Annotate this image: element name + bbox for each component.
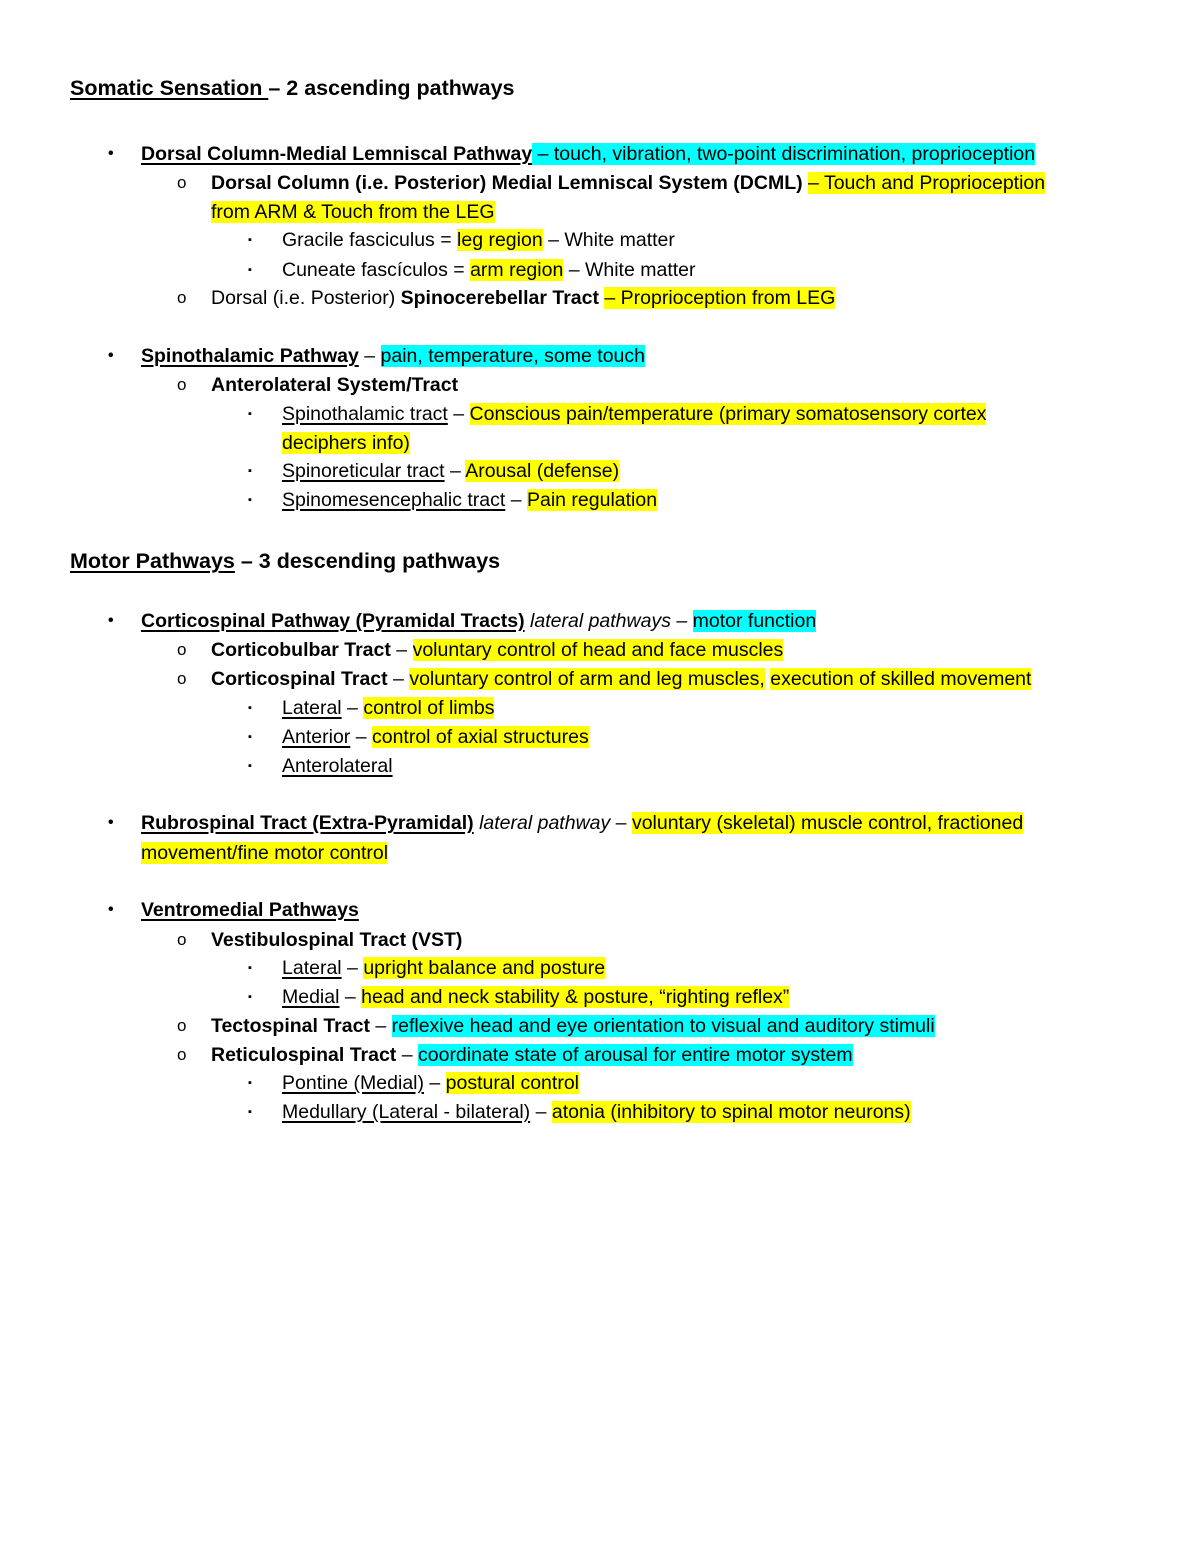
- item-name: Anterior: [282, 726, 351, 748]
- item-dash: –: [396, 1044, 418, 1066]
- item-desc: voluntary control of head and face muscles: [412, 639, 784, 661]
- item-name: Vestibulospinal Tract (VST): [211, 929, 463, 951]
- item-dash: –: [358, 345, 381, 367]
- bullet-l1: •: [108, 347, 114, 364]
- list-item-lateral: [282, 696, 494, 720]
- item-dash: –: [390, 639, 413, 661]
- item-name: Spinoreticular tract: [282, 460, 445, 482]
- heading-subtitle: – 3 descending pathways: [234, 549, 501, 573]
- item-name: Medial: [282, 986, 340, 1008]
- list-item-corticobulbar: [211, 638, 783, 662]
- list-item-reticulospinal: [211, 1043, 853, 1067]
- item-italic: lateral pathways: [524, 610, 671, 632]
- bullet-l1: •: [108, 145, 114, 162]
- item-name: Anterolateral System/Tract: [211, 374, 459, 396]
- item-desc: atonia (inhibitory to spinal motor neurons): [551, 1101, 911, 1123]
- bullet-l3: ▪: [248, 702, 252, 714]
- item-name: Ventromedial Pathways: [141, 899, 359, 921]
- bullet-l3: ▪: [248, 465, 252, 477]
- list-item-spinocerebellar: [211, 286, 835, 310]
- list-item-gracile: [282, 228, 675, 252]
- item-dash: –: [369, 1015, 392, 1037]
- item-dash: –: [505, 489, 527, 511]
- item-name: Medullary (Lateral - bilateral): [282, 1101, 531, 1123]
- item-desc: coordinate state of arousal for entire motor system: [418, 1044, 853, 1066]
- list-item-anterolateral: [282, 754, 393, 778]
- item-dash: –: [670, 610, 693, 632]
- bullet-l3: ▪: [248, 731, 252, 743]
- item-pre: Cuneate fascículos =: [282, 259, 471, 281]
- item-desc: head and neck stability & posture, “righting reflex”: [361, 986, 790, 1008]
- heading-title: Motor Pathways: [70, 549, 235, 573]
- list-item-spinothalamic: [141, 344, 645, 368]
- list-item-dcml-system: [211, 171, 1045, 195]
- item-desc: voluntary (skeletal) muscle control, fractioned: [631, 812, 1024, 834]
- item-italic: lateral pathway: [473, 812, 611, 834]
- item-name: Spinothalamic tract: [282, 403, 448, 425]
- bullet-l2: o: [177, 173, 187, 192]
- heading-subtitle: – 2 ascending pathways: [268, 76, 515, 100]
- item-name: Lateral: [282, 697, 342, 719]
- section-heading-somatic: [70, 76, 515, 100]
- list-item-anterolateral-system: [211, 373, 458, 397]
- item-desc: Pain regulation: [526, 489, 658, 511]
- item-name: Spinothalamic Pathway: [141, 345, 359, 367]
- list-item-vst-medial: [282, 985, 789, 1009]
- item-name: Rubrospinal Tract (Extra-Pyramidal): [141, 812, 474, 834]
- item-name: Dorsal Column (i.e. Posterior) Medial Lemniscal System (DCML): [211, 172, 809, 194]
- item-desc-cont: deciphers info): [282, 432, 410, 454]
- list-item-anterior: [282, 725, 589, 749]
- list-item-rubrospinal-cont: [141, 841, 388, 865]
- item-desc-2: execution of skilled movement: [770, 668, 1032, 690]
- item-desc: Arousal (defense): [465, 460, 620, 482]
- list-item-medullary: [282, 1100, 911, 1124]
- item-name: Spinocerebellar Tract: [400, 287, 599, 309]
- bullet-l2: o: [177, 1016, 187, 1035]
- item-dash: –: [339, 986, 362, 1008]
- item-name: Anterolateral: [282, 755, 393, 777]
- list-item-dcml-system-cont: [211, 200, 495, 224]
- list-item-corticospinal-pathway: [141, 609, 816, 633]
- item-desc: pain, temperature, some touch: [380, 345, 645, 367]
- list-item-spinoreticular: [282, 459, 619, 483]
- list-item-dcml: [141, 142, 1035, 166]
- bullet-l1: •: [108, 612, 114, 629]
- item-dash: –: [350, 726, 372, 748]
- list-item-spinothalamic-tract-cont: [282, 431, 410, 455]
- list-item-spinothalamic-tract: [282, 402, 986, 426]
- item-name: Lateral: [282, 957, 342, 979]
- item-desc: voluntary control of arm and leg muscles,: [409, 668, 765, 690]
- heading-title: Somatic Sensation: [70, 76, 269, 100]
- item-dash: –: [610, 812, 632, 834]
- list-item-corticospinal-tract: [211, 667, 1031, 691]
- list-item-spinomesencephalic: [282, 488, 657, 512]
- item-hl: arm region: [470, 259, 564, 281]
- list-item-tectospinal: [211, 1014, 935, 1038]
- bullet-l1: •: [108, 814, 114, 831]
- item-name: Spinomesencephalic tract: [282, 489, 506, 511]
- item-name: Dorsal Column-Medial Lemniscal Pathway: [141, 143, 533, 165]
- item-name: Corticobulbar Tract: [211, 639, 391, 661]
- item-hl: leg region: [457, 229, 543, 251]
- bullet-l2: o: [177, 288, 187, 307]
- item-desc: control of axial structures: [371, 726, 589, 748]
- bullet-l2: o: [177, 375, 187, 394]
- bullet-l2: o: [177, 640, 187, 659]
- item-dash: –: [341, 697, 364, 719]
- item-desc-cont: movement/fine motor control: [141, 842, 389, 864]
- item-desc: postural control: [445, 1072, 579, 1094]
- list-item-vst-lateral: [282, 956, 605, 980]
- item-post: – White matter: [563, 259, 696, 281]
- item-hl: – Proprioception from LEG: [604, 287, 836, 309]
- item-name: Corticospinal Tract: [211, 668, 388, 690]
- item-desc: upright balance and posture: [363, 957, 606, 979]
- bullet-l3: ▪: [248, 494, 252, 506]
- item-name: Pontine (Medial): [282, 1072, 424, 1094]
- bullet-l3: ▪: [248, 264, 252, 276]
- item-desc: motor function: [692, 610, 817, 632]
- item-name: Tectospinal Tract: [211, 1015, 370, 1037]
- bullet-l3: ▪: [248, 408, 252, 420]
- section-heading-motor: [70, 549, 500, 573]
- item-dash: –: [447, 403, 470, 425]
- item-desc: control of limbs: [363, 697, 495, 719]
- item-name: Corticospinal Pathway (Pyramidal Tracts): [141, 610, 525, 632]
- bullet-l3: ▪: [248, 1106, 252, 1118]
- item-name: Reticulospinal Tract: [211, 1044, 397, 1066]
- item-dash: –: [387, 668, 410, 690]
- list-item-vst: [211, 928, 462, 952]
- item-desc: Conscious pain/temperature (primary somatosensory cortex: [469, 403, 987, 425]
- bullet-l2: o: [177, 930, 187, 949]
- list-item-pontine: [282, 1071, 579, 1095]
- bullet-l2: o: [177, 669, 187, 688]
- item-dash: –: [444, 460, 466, 482]
- list-item-ventromedial: [141, 898, 359, 922]
- bullet-l3: ▪: [248, 234, 252, 246]
- item-desc: – touch, vibration, two-point discrimination, proprioception: [532, 143, 1036, 165]
- bullet-l1: •: [108, 901, 114, 918]
- item-pre: Dorsal (i.e. Posterior): [211, 287, 401, 309]
- item-dash: –: [341, 957, 364, 979]
- item-dash: –: [423, 1072, 446, 1094]
- item-pre: Gracile fasciculus =: [282, 229, 458, 251]
- item-dash: –: [530, 1101, 552, 1123]
- item-desc: reflexive head and eye orientation to visual and auditory stimuli: [391, 1015, 935, 1037]
- list-item-cuneate: [282, 258, 696, 282]
- item-desc-cont: from ARM & Touch from the LEG: [211, 201, 495, 223]
- list-item-rubrospinal: [141, 811, 1023, 835]
- bullet-l2: o: [177, 1045, 187, 1064]
- bullet-l3: ▪: [248, 991, 252, 1003]
- bullet-l3: ▪: [248, 1077, 252, 1089]
- bullet-l3: ▪: [248, 962, 252, 974]
- item-post: – White matter: [542, 229, 675, 251]
- bullet-l3: ▪: [248, 760, 252, 772]
- item-desc: – Touch and Proprioception: [808, 172, 1046, 194]
